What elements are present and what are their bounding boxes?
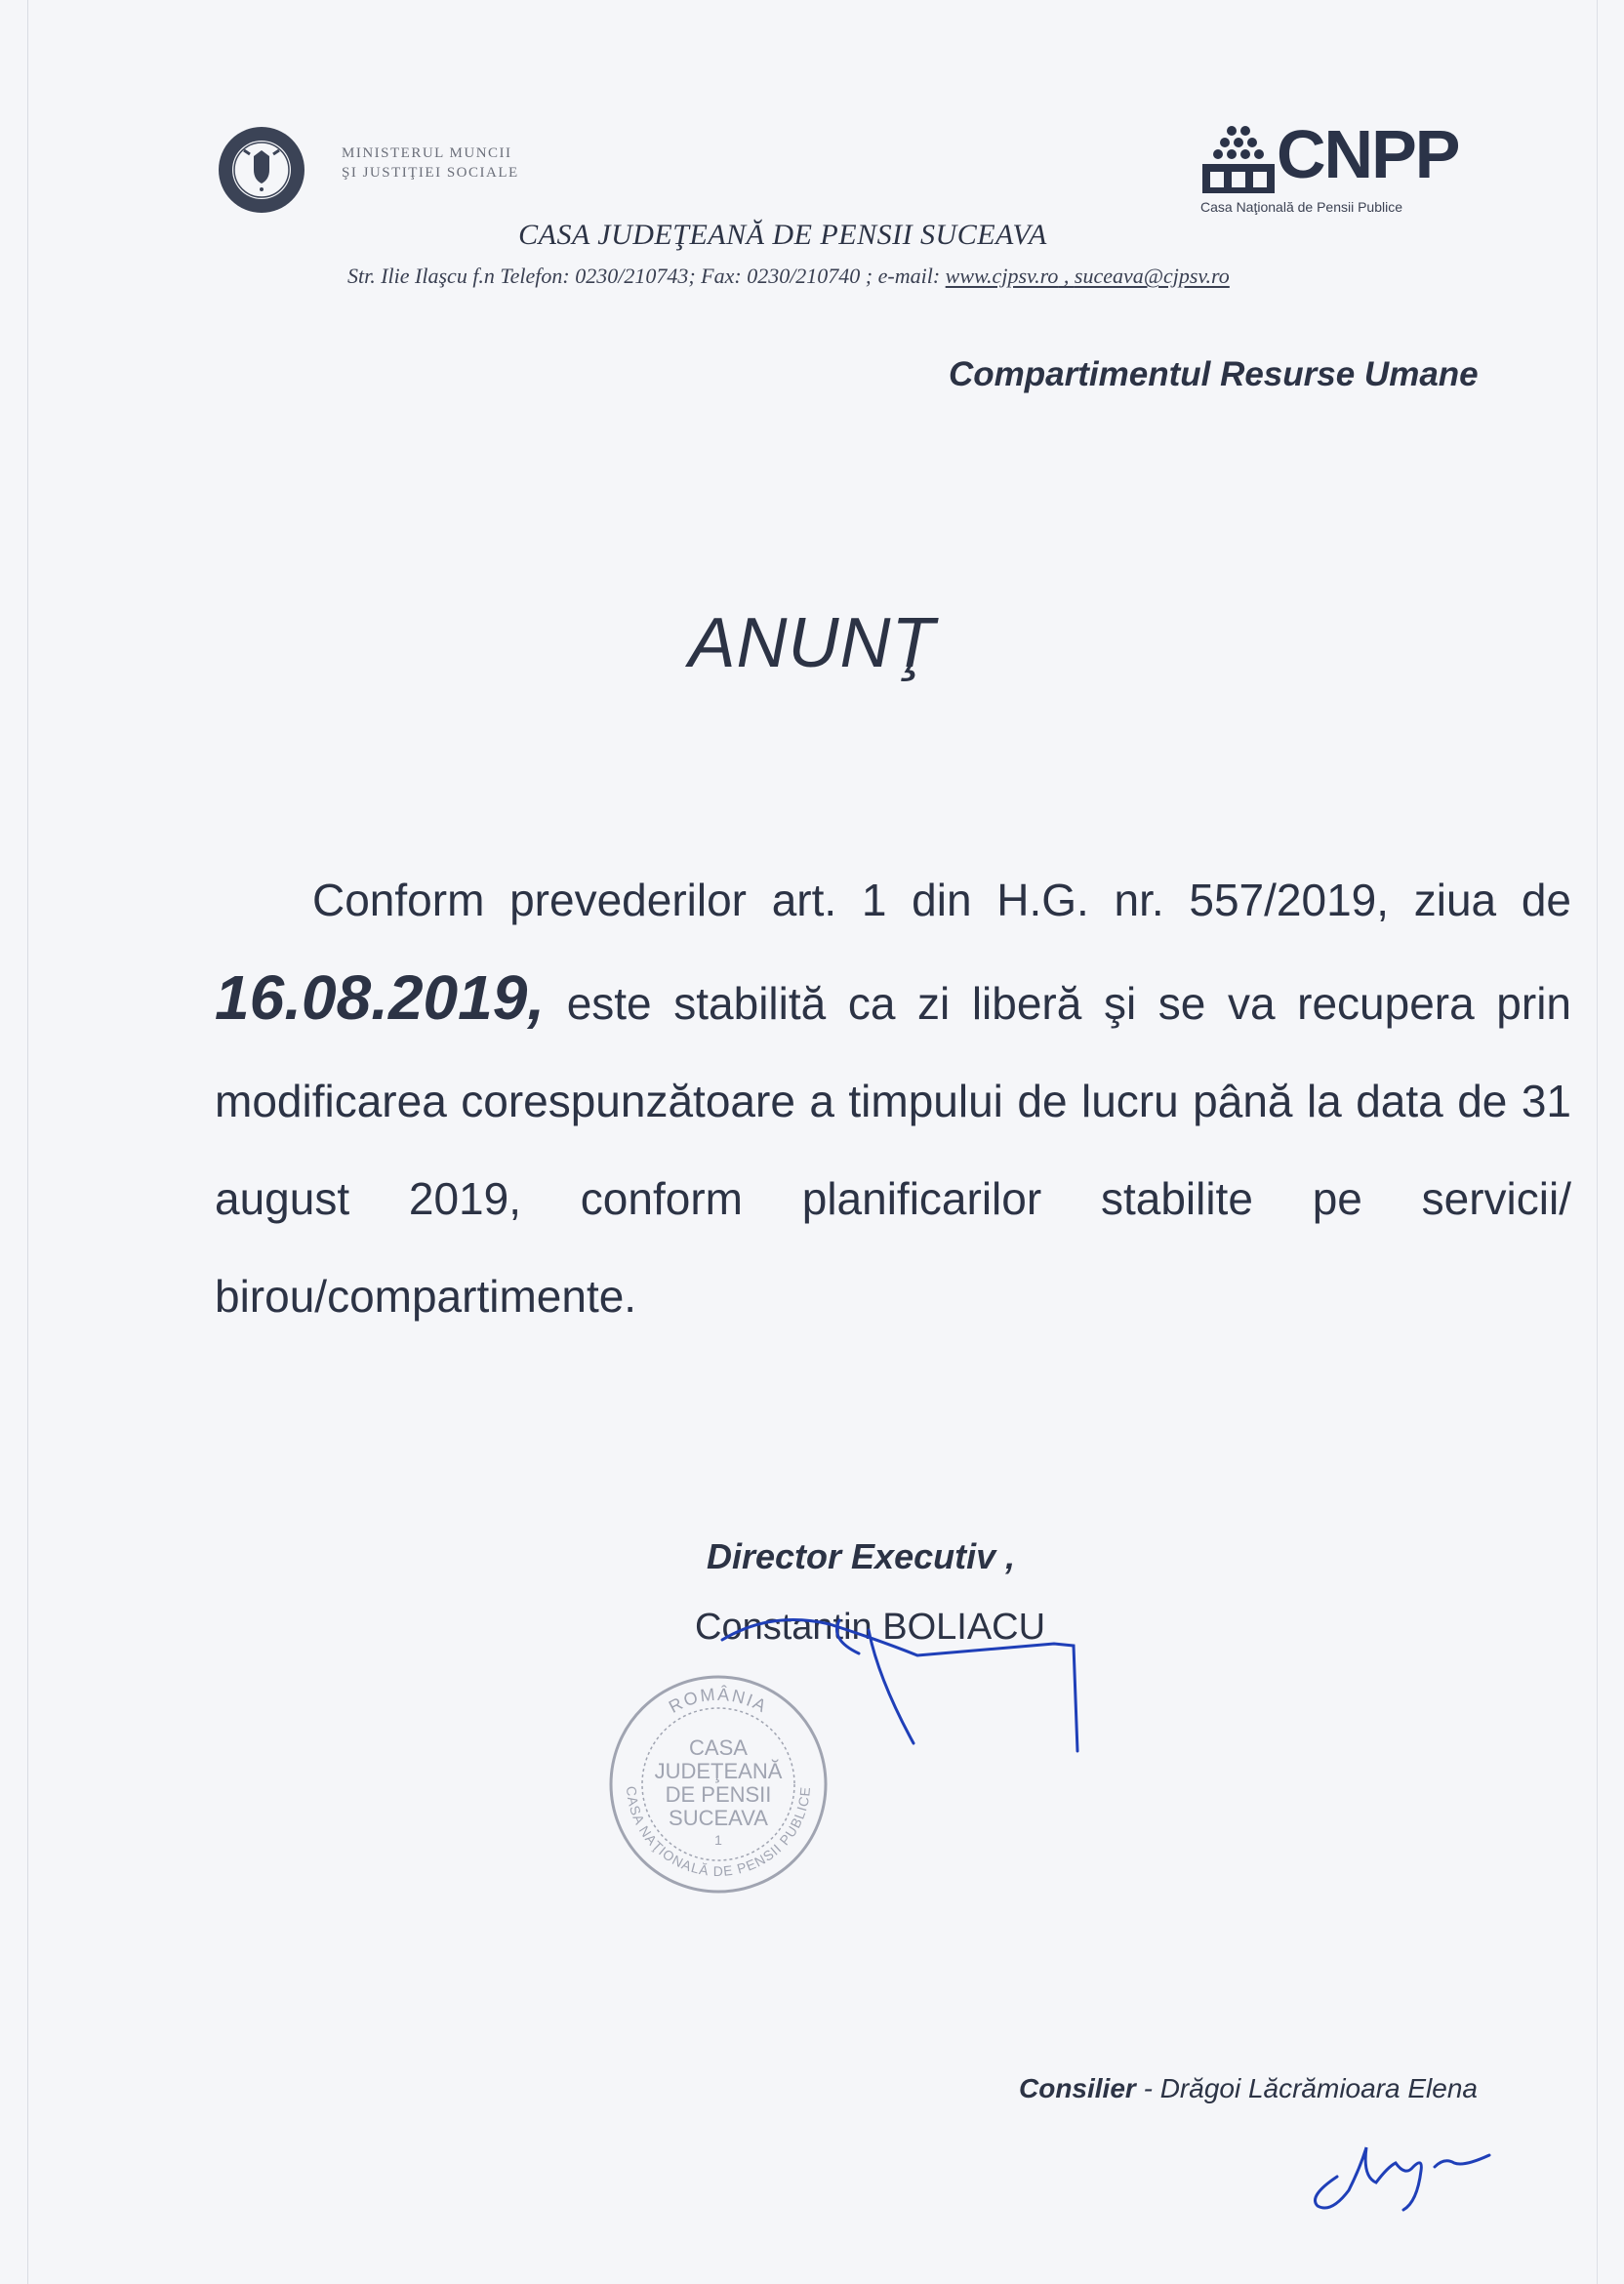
director-signature bbox=[683, 1601, 1093, 1757]
address-text: Str. Ilie Ilaşcu f.n Telefon: 0230/210743; Fax: 0230/210740 ; e-mail: bbox=[347, 264, 946, 288]
signer-name: Constantin BOLIACU bbox=[695, 1607, 1046, 1648]
body-text-2: este stabilită ca zi liberă şi se va recupera prin modificarea corespunzătoare a timpului de lucru până la data de 31 august 2019, conform planificarilor stabilite pe servicii/ birou/compartimente. bbox=[215, 978, 1571, 1322]
stamp-line-2: JUDEŢEANĂ bbox=[654, 1759, 783, 1783]
signer-title: Director Executiv , bbox=[707, 1536, 1016, 1576]
cnpp-logo-icon bbox=[1193, 123, 1286, 195]
stamp-number: 1 bbox=[714, 1832, 722, 1848]
stamp-top-path: ROMÂNIA bbox=[665, 1684, 772, 1717]
cnpp-subtitle: Casa Naţională de Pensii Publice bbox=[1200, 199, 1403, 215]
ministry-line-1: MINISTERUL MUNCII bbox=[342, 145, 512, 161]
ministry-line-2: ŞI JUSTIŢIEI SOCIALE bbox=[342, 165, 519, 181]
stamp-line-3: DE PENSII bbox=[665, 1782, 772, 1807]
consilier-name: Drăgoi Lăcrămioara Elena bbox=[1159, 2073, 1478, 2103]
document-title: ANUNŢ bbox=[688, 604, 936, 682]
stamp-ring-path: CASA NAŢIONALĂ DE PENSII PUBLICE bbox=[623, 1785, 814, 1879]
body-text-1: Conform prevederilor art. 1 din H.G. nr. 557/2019, ziua de bbox=[312, 875, 1571, 925]
stamp-line-1: CASA bbox=[689, 1735, 748, 1760]
highlighted-date: 16.08.2019, bbox=[215, 962, 546, 1033]
email-link[interactable]: suceava@cjpsv.ro bbox=[1074, 264, 1230, 288]
consilier-line bbox=[1019, 2073, 1478, 2104]
consilier-signature bbox=[1298, 2108, 1513, 2216]
announcement-body bbox=[215, 851, 1571, 1345]
consilier-separator: - bbox=[1135, 2073, 1160, 2103]
institution-name: CASA JUDEŢEANĂ DE PENSII SUCEAVA bbox=[518, 219, 1047, 251]
cnpp-wordmark: CNPP bbox=[1277, 116, 1459, 192]
scan-edge-line bbox=[27, 0, 28, 2284]
address-separator: , bbox=[1058, 264, 1075, 288]
ministry-name bbox=[342, 143, 519, 183]
consilier-label: Consilier bbox=[1019, 2073, 1136, 2103]
scan-edge-line bbox=[1597, 0, 1598, 2284]
government-seal-icon bbox=[217, 125, 306, 215]
stamp-line-4: SUCEAVA bbox=[669, 1806, 768, 1830]
contact-line bbox=[347, 264, 1230, 289]
institution-title bbox=[0, 219, 1624, 252]
website-link[interactable]: www.cjpsv.ro bbox=[945, 264, 1059, 288]
department-name: Compartimentul Resurse Umane bbox=[949, 355, 1479, 393]
